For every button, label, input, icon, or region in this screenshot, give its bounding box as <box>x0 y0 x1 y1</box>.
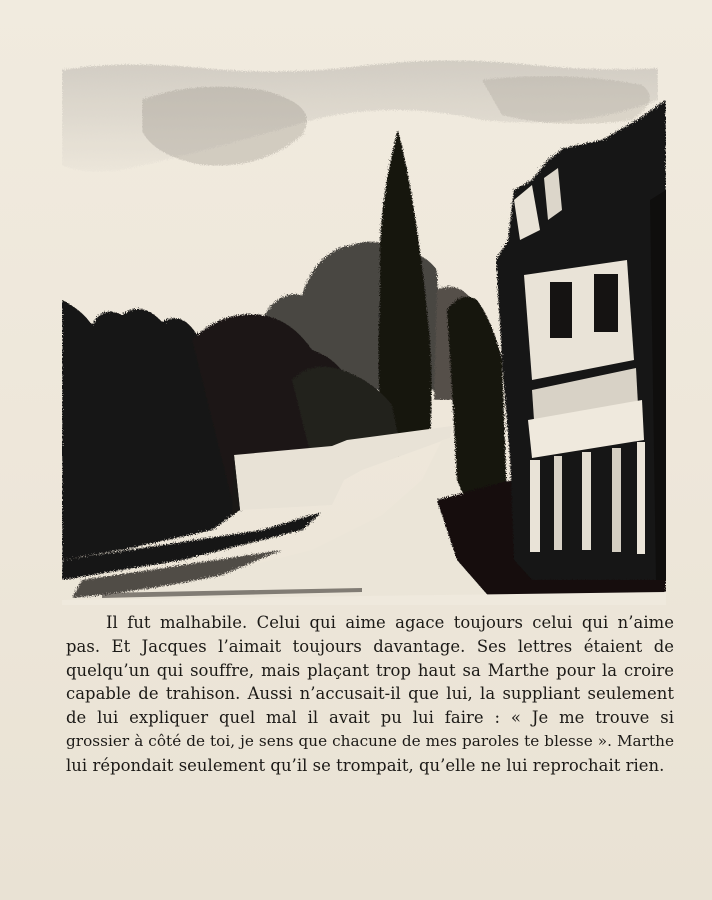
building-window <box>550 282 572 338</box>
building <box>496 100 666 580</box>
building-window <box>594 274 618 332</box>
text-line: Il fut malhabile. Celui qui aime agace toujours celui qui n’aime <box>106 613 674 632</box>
poplar-tree <box>378 130 431 440</box>
text-line: lui répondait seulement qu’il se trompait, qu’elle ne lui reprochait rien. <box>66 755 665 775</box>
text-line: grossier à côté de toi, je sens que chacune de mes paroles te blesse ». Marthe <box>66 731 674 750</box>
text-line: de lui expliquer quel mal il avait pu lui faire : « Je me trouve si <box>66 708 674 728</box>
text-line: capable de trahison. Aussi n’accusait-il que lui, la suppliant seulement <box>66 684 674 704</box>
text-line: quelqu’un qui souffre, mais plaçant trop haut sa Marthe pour la croire <box>66 660 674 680</box>
body-text <box>66 611 674 778</box>
lithograph-illustration <box>62 60 666 605</box>
text-line: pas. Et Jacques l’aimait toujours davantage. Ses lettres étaient de <box>66 636 674 656</box>
